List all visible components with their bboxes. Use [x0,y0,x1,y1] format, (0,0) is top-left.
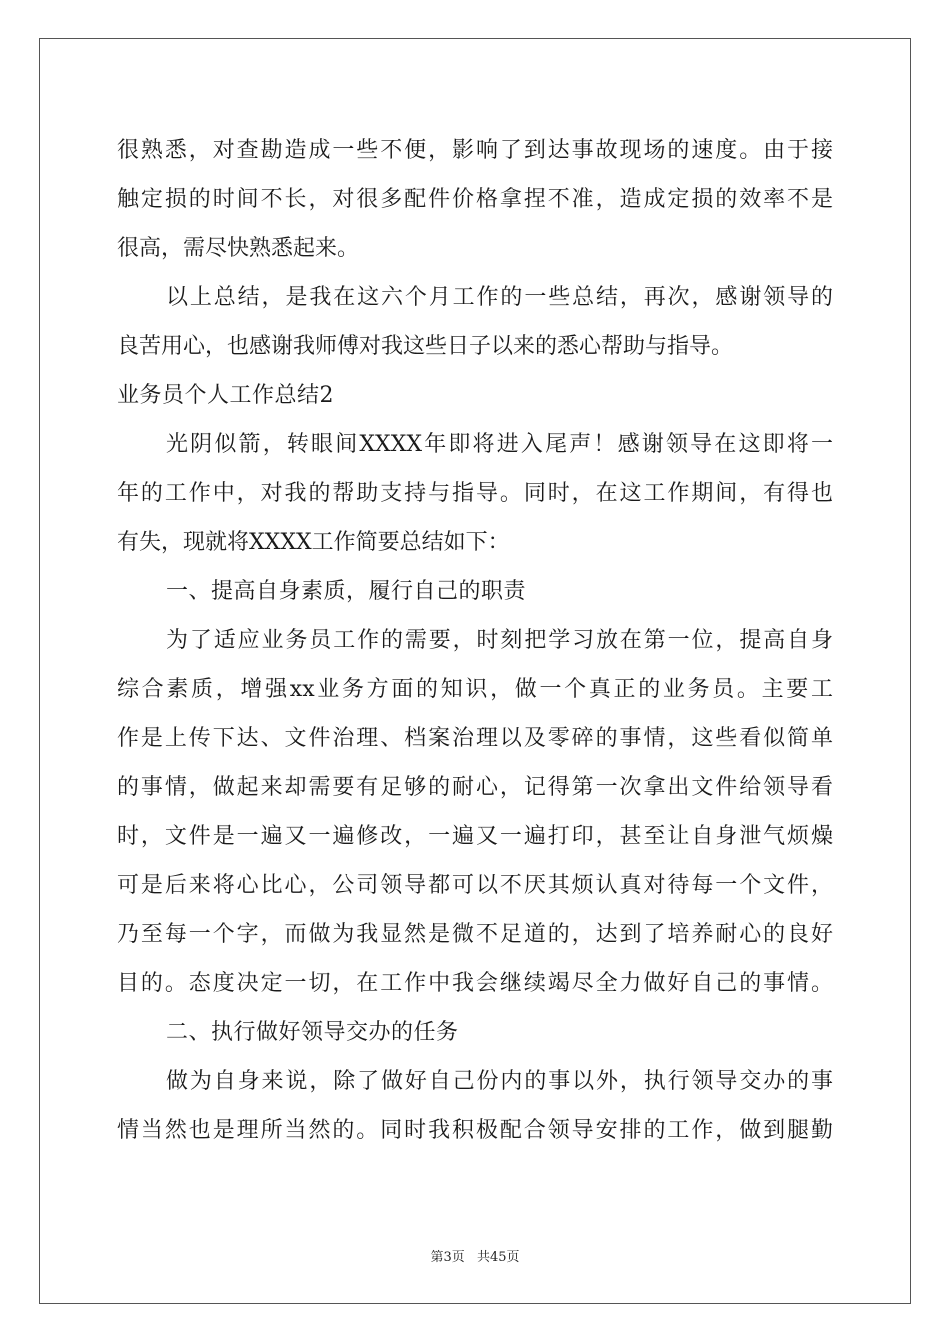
paragraph-line: 良苦用心，也感谢我师傅对我这些日子以来的悉心帮助与指导。 [117,334,734,359]
page-number: 第3页 [430,1250,465,1265]
paragraph-line: 以上总结，是我在这六个月工作的一些总结，再次，感谢领导的 [166,285,833,310]
paragraph-line: 为了适应业务员工作的需要，时刻把学习放在第一位，提高自身 [166,628,833,653]
section-title: 业务员个人工作总结2 [117,383,334,408]
paragraph-line: 综合素质，增强xx业务方面的知识，做一个真正的业务员。主要工 [117,677,833,702]
paragraph-line: 有失，现就将XXXX工作简要总结如下： [117,530,510,555]
paragraph-line: 光阴似箭，转眼间XXXX年即将进入尾声！感谢领导在这即将一 [166,432,833,457]
paragraph-line: 目的。态度决定一切，在工作中我会继续竭尽全力做好自己的事情。 [117,971,833,996]
paragraph-line: 很高，需尽快熟悉起来。 [117,236,360,261]
paragraph-line: 情当然也是理所当然的。同时我积极配合领导安排的工作，做到腿勤 [117,1118,833,1143]
paragraph-line: 做为自身来说，除了做好自己份内的事以外，执行领导交办的事 [166,1069,833,1094]
paragraph-line: 可是后来将心比心，公司领导都可以不厌其烦认真对待每一个文件， [117,873,833,898]
page-footer [0,1246,950,1265]
paragraph-line: 作是上传下达、文件治理、档案治理以及零碎的事情，这些看似简单 [117,726,833,751]
paragraph-line: 的事情，做起来却需要有足够的耐心，记得第一次拿出文件给领导看 [117,775,833,800]
document-body [117,126,833,1155]
paragraph-line: 年的工作中，对我的帮助支持与指导。同时，在这工作期间，有得也 [117,481,833,506]
page-total: 共45页 [476,1250,520,1265]
paragraph-line: 很熟悉，对查勘造成一些不便，影响了到达事故现场的速度。由于接 [117,138,833,163]
paragraph-line: 乃至每一个字，而做为我显然是微不足道的，达到了培养耐心的良好 [117,922,833,947]
paragraph-line: 时，文件是一遍又一遍修改，一遍又一遍打印，甚至让自身泄气烦燥 [117,824,833,849]
subsection-heading: 一、提高自身素质，履行自己的职责 [166,579,527,604]
paragraph-line: 触定损的时间不长，对很多配件价格拿捏不准，造成定损的效率不是 [117,187,833,212]
subsection-heading: 二、执行做好领导交办的任务 [166,1020,459,1045]
